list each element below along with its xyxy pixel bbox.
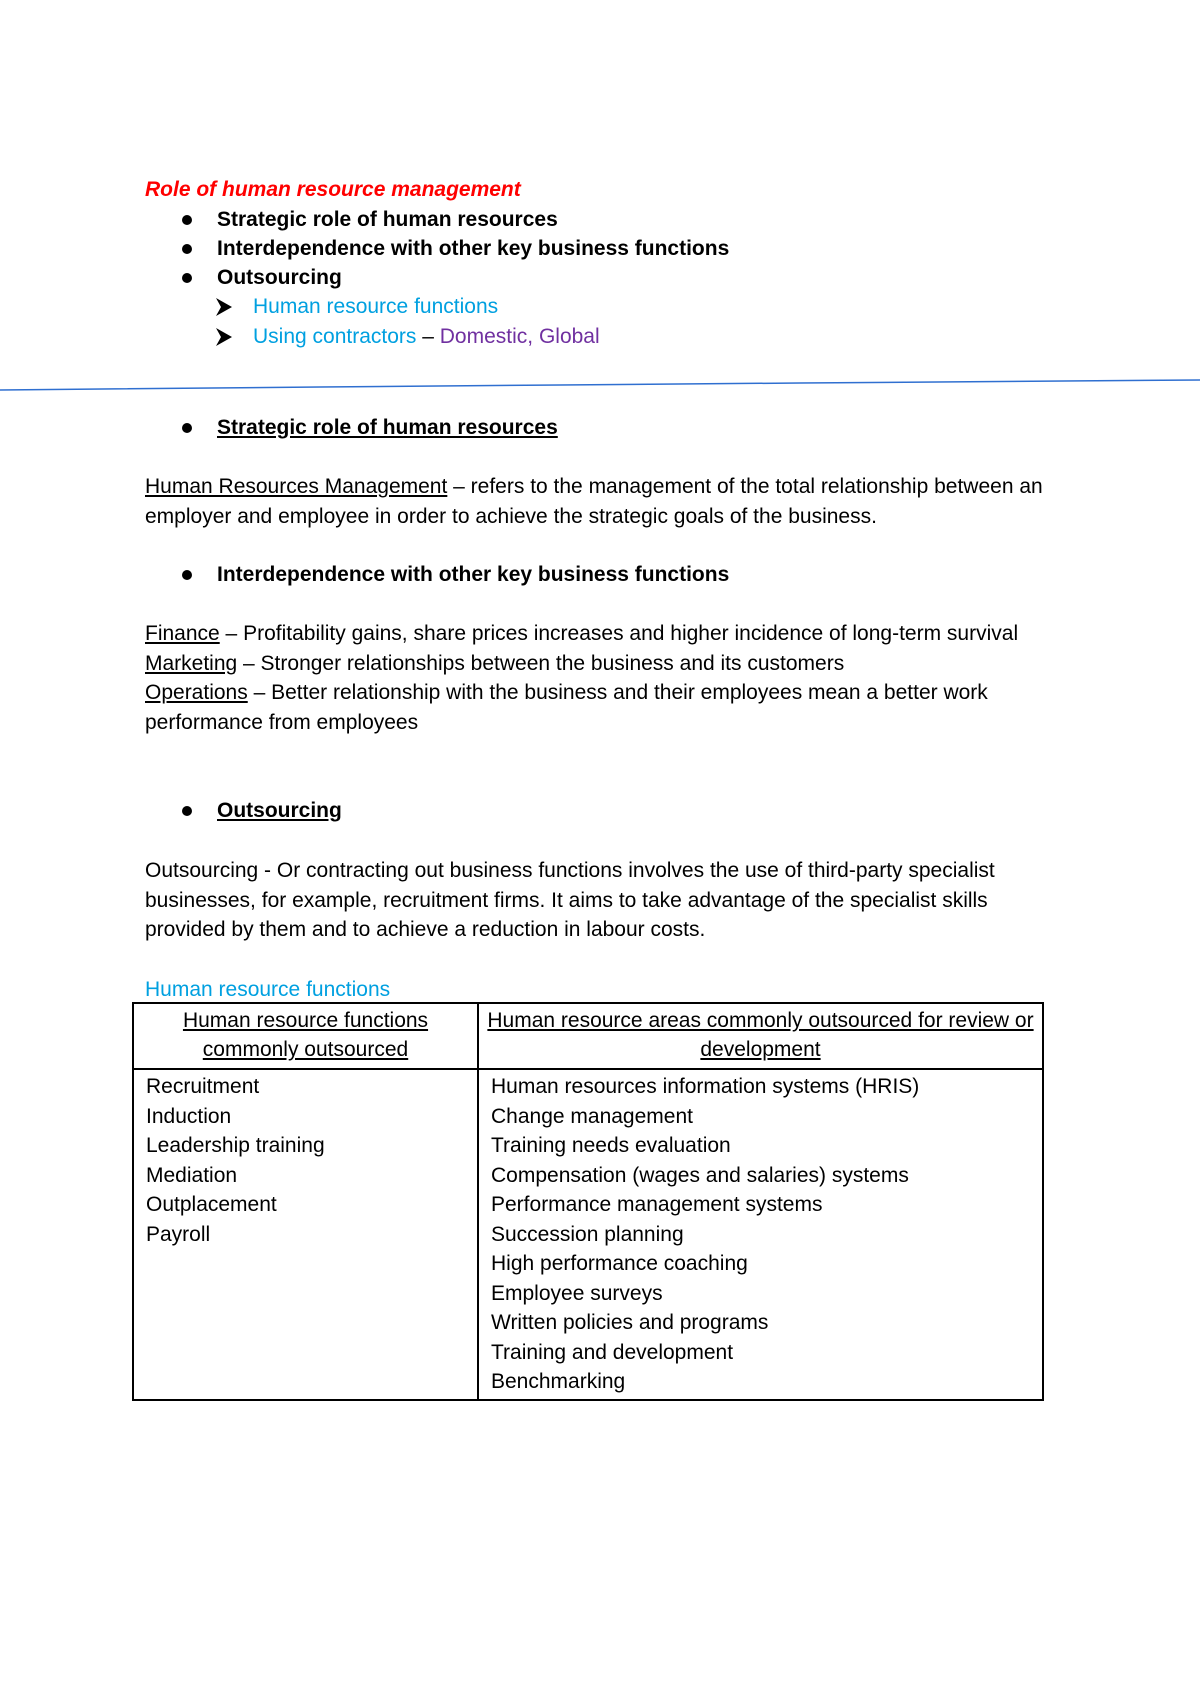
function-term: Finance bbox=[145, 622, 220, 645]
section-heading-text: Interdependence with other key business functions bbox=[217, 562, 730, 586]
arrow-bullet-icon bbox=[215, 327, 233, 347]
arrow-bullet-icon bbox=[215, 297, 233, 317]
table-cell-areas bbox=[478, 1069, 1043, 1400]
list-item: Leadership training bbox=[146, 1134, 325, 1157]
bullet-dot-icon bbox=[182, 423, 192, 433]
section-heading bbox=[145, 413, 558, 442]
list-item: Payroll bbox=[146, 1222, 211, 1246]
list-item: Written policies and programs bbox=[491, 1311, 769, 1334]
function-term: Marketing bbox=[145, 651, 238, 675]
list-item: Outplacement bbox=[146, 1193, 277, 1216]
definition-paragraph bbox=[145, 472, 1065, 531]
hr-functions-table bbox=[132, 1002, 1044, 1401]
list-item: Training needs evaluation bbox=[491, 1134, 731, 1157]
interdependence-list bbox=[145, 619, 1050, 737]
definition-text: – refers to the management of the total relationship between an employer and employee in order to achieve the strategic goals of the business. bbox=[145, 475, 1043, 528]
section-divider bbox=[0, 375, 1200, 395]
bullet-dot-icon bbox=[182, 806, 192, 816]
sub-bullet-detail: Domestic, Global bbox=[439, 324, 600, 348]
outline-bullet-text: Strategic role of human resources bbox=[217, 207, 558, 231]
sub-bullet-text: Human resource functions bbox=[253, 294, 499, 318]
list-item: Benchmarking bbox=[491, 1370, 626, 1393]
list-item bbox=[145, 678, 1050, 737]
function-text: – Profitability gains, share prices increases and higher incidence of long-term survival bbox=[219, 622, 1019, 645]
bullet-dot-icon bbox=[182, 570, 192, 580]
outline-sub-bullet bbox=[215, 322, 600, 351]
outline-bullet-text: Interdependence with other key business functions bbox=[217, 236, 730, 260]
list-item: Employee surveys bbox=[491, 1281, 663, 1305]
sub-bullet-text: Using contractors bbox=[253, 324, 417, 348]
outline-bullet bbox=[145, 234, 729, 263]
list-item: Training and development bbox=[491, 1340, 734, 1364]
list-item: Mediation bbox=[146, 1163, 238, 1187]
sub-bullet-dash: – bbox=[416, 324, 440, 348]
table-title: Human resource functions bbox=[145, 978, 391, 1001]
outline-bullet bbox=[145, 263, 342, 292]
outline-sub-bullet bbox=[215, 292, 498, 321]
list-item: Induction bbox=[146, 1104, 232, 1128]
section-heading bbox=[145, 560, 729, 589]
bullet-dot-icon bbox=[182, 215, 192, 225]
section-heading-text: Strategic role of human resources bbox=[217, 415, 558, 439]
section-heading bbox=[145, 796, 342, 825]
function-text: – Better relationship with the business and their employees mean a better work performance from employees bbox=[145, 681, 988, 734]
list-item: Performance management systems bbox=[491, 1193, 823, 1216]
list-item: Succession planning bbox=[491, 1222, 684, 1246]
section-heading-text: Outsourcing bbox=[217, 798, 342, 822]
outline-bullet-text: Outsourcing bbox=[217, 265, 342, 289]
bullet-dot-icon bbox=[182, 273, 192, 283]
function-text: – Stronger relationships between the business and its customers bbox=[237, 651, 845, 675]
bullet-dot-icon bbox=[182, 244, 192, 254]
definition-term: Human Resources Management bbox=[145, 475, 448, 498]
list-item: Recruitment bbox=[146, 1075, 260, 1098]
list-item: Human resources information systems (HRIS) bbox=[491, 1075, 920, 1098]
list-item: High performance coaching bbox=[491, 1252, 748, 1275]
outsourcing-paragraph: Outsourcing - Or contracting out business functions involves the use of third-party specialist businesses, for example, recruitment firms. It aims to take advantage of the specialist skills provided by them and to achieve a reduction in labour costs. bbox=[145, 859, 995, 941]
table-cell-functions bbox=[133, 1069, 478, 1400]
table-header: Human resource functions commonly outsourced bbox=[133, 1003, 478, 1069]
list-item: Compensation (wages and salaries) systems bbox=[491, 1163, 909, 1187]
table-header: Human resource areas commonly outsourced for review or development bbox=[478, 1003, 1043, 1069]
list-item bbox=[145, 619, 1050, 649]
document-title: Role of human resource management bbox=[145, 178, 521, 201]
list-item: Change management bbox=[491, 1104, 693, 1128]
function-term: Operations bbox=[145, 681, 248, 704]
outline-bullet bbox=[145, 205, 558, 234]
list-item bbox=[145, 649, 1050, 679]
